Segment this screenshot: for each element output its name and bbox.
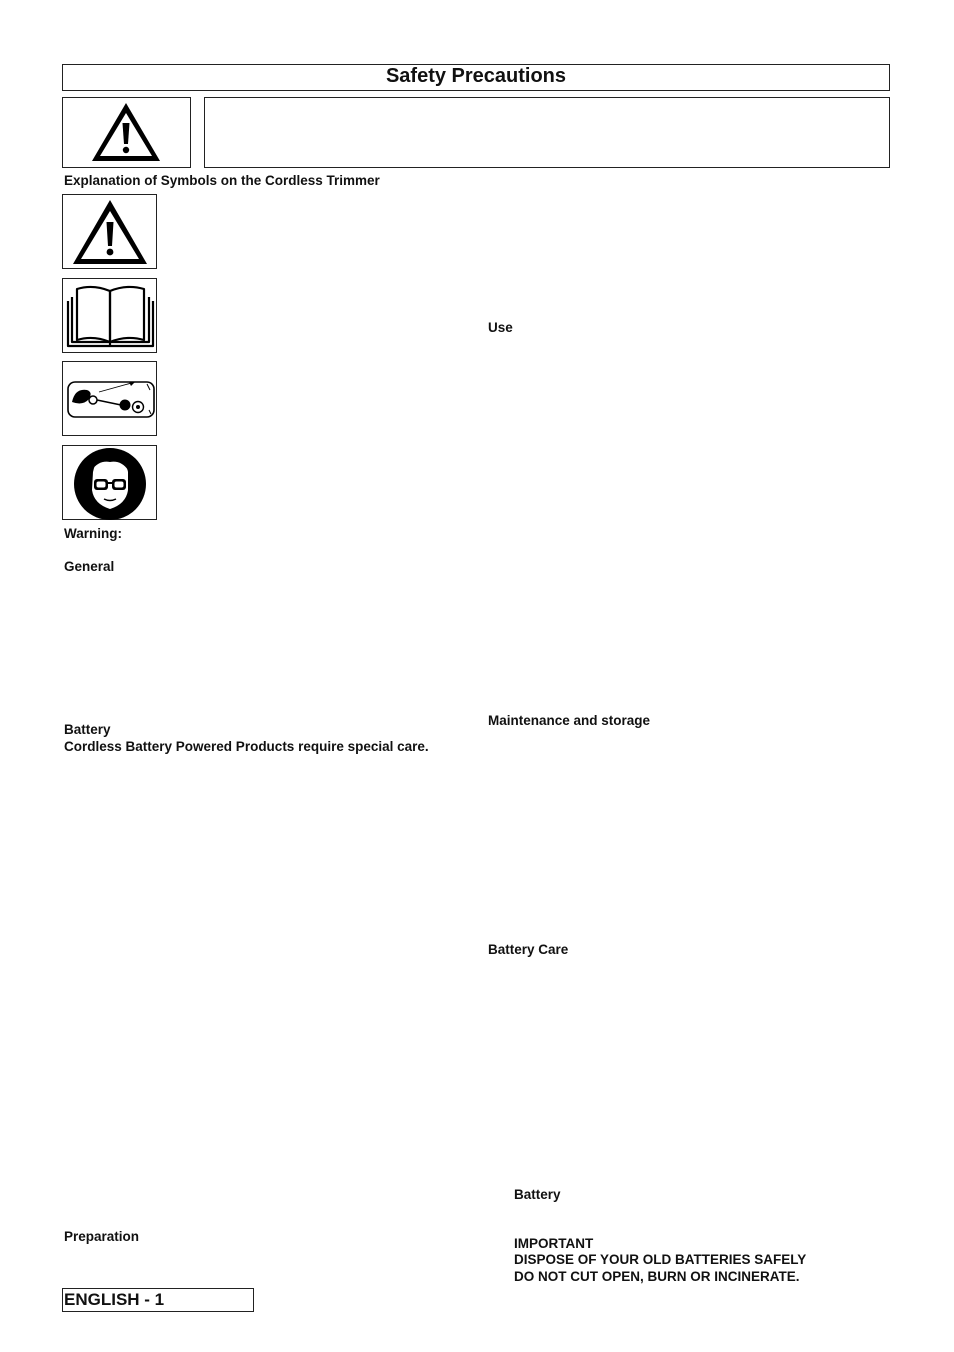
dispose-warning: DISPOSE OF YOUR OLD BATTERIES SAFELY <box>514 1252 807 1267</box>
do-not-cut-warning: DO NOT CUT OPEN, BURN OR INCINERATE. <box>514 1269 800 1284</box>
symbol-eye-protection-box <box>62 445 157 520</box>
header-warning-box <box>62 97 191 168</box>
important-label: IMPORTANT <box>514 1236 594 1251</box>
page-title: Safety Precautions <box>62 64 890 91</box>
symbol-warning-box <box>62 194 157 269</box>
symbol-thrown-objects-box <box>62 361 157 436</box>
page-footer: ENGLISH - 1 <box>62 1288 254 1312</box>
preparation-heading: Preparation <box>64 1229 140 1244</box>
battery-note: Cordless Battery Powered Products require special care. <box>64 739 429 754</box>
notice-box <box>204 97 890 168</box>
use-heading: Use <box>488 320 513 335</box>
read-manual-icon <box>63 279 158 354</box>
warning-triangle-icon <box>63 98 190 167</box>
battery-heading: Battery <box>64 722 111 737</box>
symbols-heading: Explanation of Symbols on the Cordless Trimmer <box>64 173 380 188</box>
eye-protection-icon <box>63 446 158 521</box>
warning-label: Warning: <box>64 526 122 541</box>
maintenance-heading: Maintenance and storage <box>488 713 651 728</box>
general-heading: General <box>64 559 115 574</box>
thrown-objects-icon <box>63 362 158 437</box>
battery-subheading: Battery <box>514 1187 561 1202</box>
battery-care-heading: Battery Care <box>488 942 569 957</box>
symbol-manual-box <box>62 278 157 353</box>
warning-triangle-icon <box>63 195 158 270</box>
